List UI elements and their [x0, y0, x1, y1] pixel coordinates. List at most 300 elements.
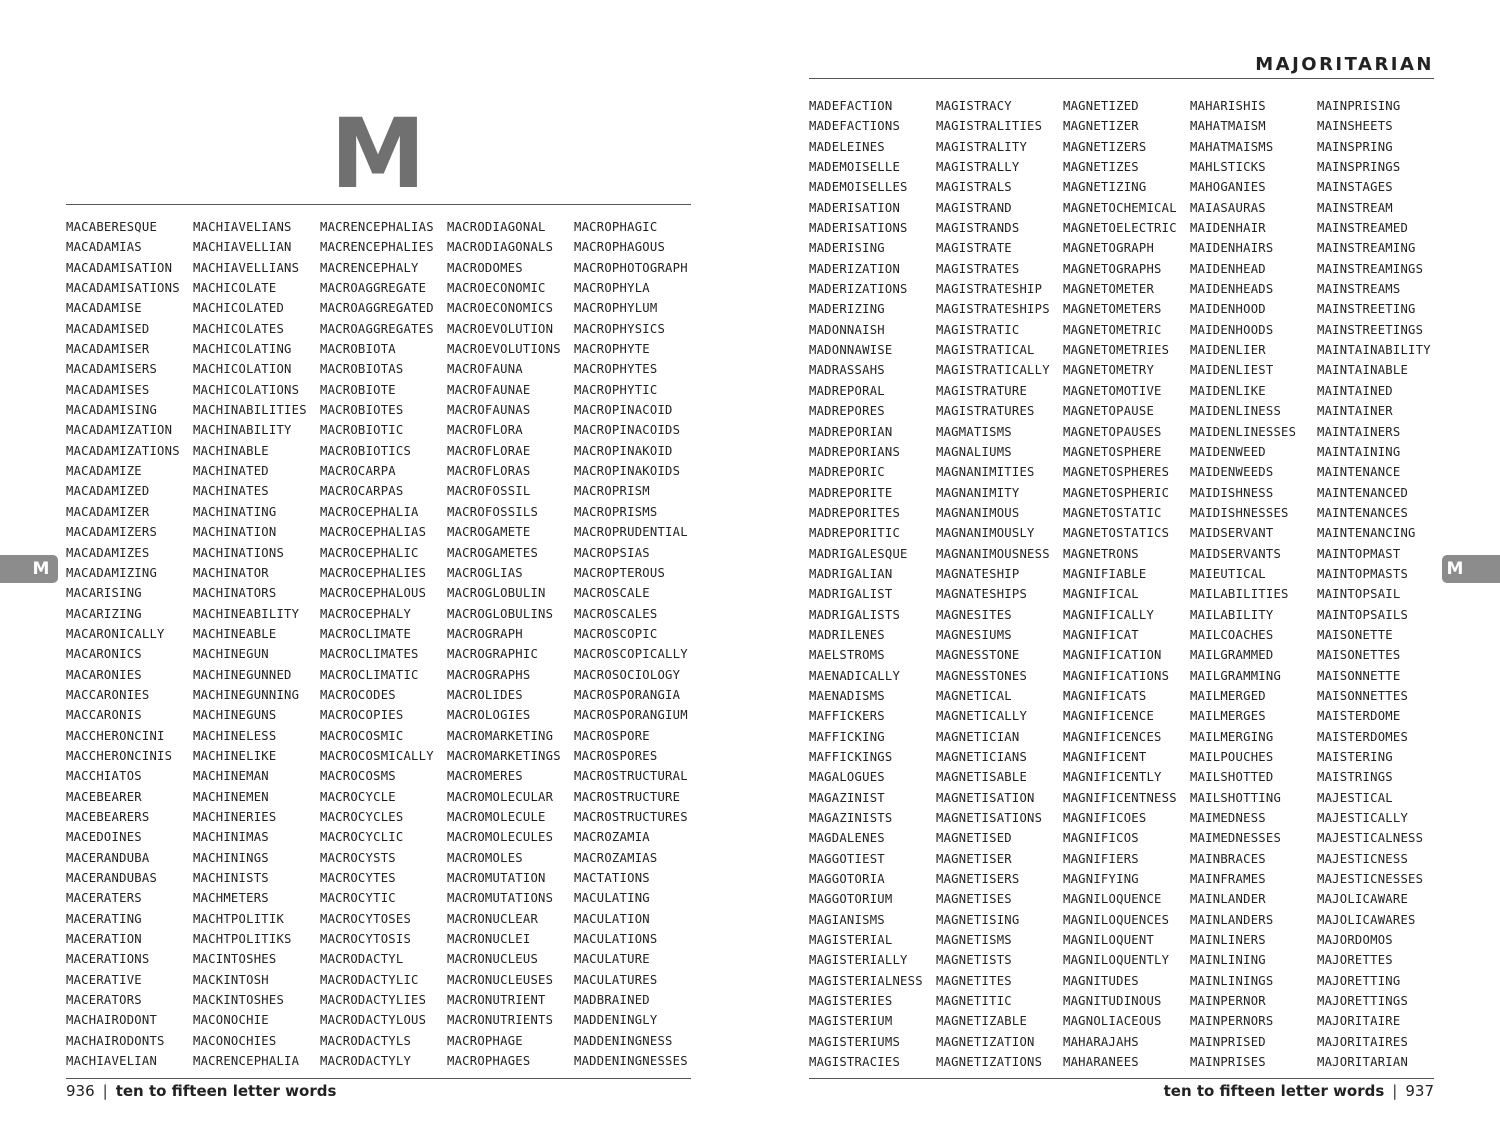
word-entry: MACROCLIMATES: [320, 647, 419, 662]
word-entry: MACROPINAKOIDS: [574, 464, 681, 479]
word-entry: MAGAZINISTS: [809, 811, 893, 826]
word-entry: MAINSTREAMINGS: [1317, 261, 1424, 276]
word-entry: MACROSPORANGIA: [574, 687, 681, 702]
word-entry: MAGNIFICOS: [1063, 831, 1139, 846]
word-entry: MAGNETIZES: [1063, 160, 1139, 175]
word-entry: MAGNETOELECTRIC: [1063, 221, 1177, 236]
word-entry: MAGNETOSPHERIC: [1063, 485, 1170, 500]
word-entry: MACHINEMAN: [193, 769, 269, 784]
word-entry: MADREPORITIC: [809, 526, 901, 541]
word-entry: MACADAMIZES: [66, 545, 150, 560]
word-entry: MADREPORIAN: [809, 424, 893, 439]
word-entry: MACROLIDES: [447, 687, 523, 702]
word-entry: MAINTOPSAILS: [1317, 607, 1409, 622]
word-entry: MADREPORIC: [809, 465, 885, 480]
word-entry: MACROLOGIES: [447, 708, 531, 723]
word-entry: MAGGOTORIA: [809, 872, 885, 887]
word-entry: MAGNITUDINOUS: [1063, 994, 1162, 1009]
word-entry: MAHLSTICKS: [1190, 160, 1266, 175]
word-entry: MACABERESQUE: [66, 220, 158, 234]
word-entry: MAGNETISED: [936, 831, 1012, 846]
word-entry: MAGNIFICATS: [1063, 688, 1147, 703]
word-entry: MAGNETICIANS: [936, 750, 1028, 764]
word-entry: MACCARONIES: [66, 687, 150, 702]
word-entry: MACROPHAGE: [447, 1033, 523, 1048]
word-entry: MACROGRAPHS: [447, 667, 531, 682]
word-entry: MACKINTOSH: [193, 972, 269, 987]
word-entry: MAGISTRALITIES: [936, 119, 1043, 134]
word-entry: MACHINATED: [193, 464, 269, 479]
word-entry: MACERATIONS: [66, 952, 150, 967]
word-entry: MACRONUTRIENT: [447, 993, 546, 1008]
word-entry: MACINTOSHES: [193, 952, 277, 967]
word-entry: MAGISTRALLY: [936, 160, 1020, 175]
word-entry: MAGNATESHIPS: [936, 587, 1028, 602]
word-entry: MACROGRAPH: [447, 626, 523, 641]
word-entry: MADERIZING: [809, 302, 885, 317]
word-entry: MAGNETISATION: [936, 790, 1035, 805]
word-entry: MAJORETTINGS: [1317, 994, 1409, 1009]
word-entry: MACROFLORAS: [447, 464, 531, 479]
word-entry: MACADAMIZATIONS: [66, 443, 180, 458]
word-entry: MACROPTEROUS: [574, 565, 666, 580]
word-entry: MACROCOPIES: [320, 708, 404, 723]
word-entry: MAINSHEETS: [1317, 119, 1393, 134]
word-entry: MAGISTERIALLY: [809, 953, 908, 968]
word-entry: MADDENINGLY: [574, 1013, 658, 1028]
word-entry: MACROEVOLUTION: [447, 321, 554, 336]
word-entry: MADEMOISELLE: [809, 160, 901, 175]
word-entry: MACONOCHIES: [193, 1033, 277, 1048]
word-entry: MAGNESSTONE: [936, 648, 1020, 663]
word-entry: MAHARISHIS: [1190, 99, 1266, 113]
word-entry: MAINTENANCES: [1317, 505, 1409, 520]
word-entry: MACHAIRODONT: [66, 1013, 158, 1028]
thumb-tab-letter: M: [32, 559, 50, 579]
word-entry: MAJESTICNESSES: [1317, 872, 1424, 887]
word-entry: MAINBRACES: [1190, 851, 1266, 866]
word-entry: MACHINEGUNNED: [193, 667, 292, 682]
word-entry: MAGNETOMOTIVE: [1063, 383, 1162, 398]
word-entry: MAGNETOGRAPHS: [1063, 261, 1162, 276]
word-entry: MAELSTROMS: [809, 648, 885, 663]
word-entry: MAGISTRATE: [936, 241, 1012, 256]
word-entry: MACROMARKETINGS: [447, 748, 561, 763]
word-entry: MACROPHAGOUS: [574, 240, 666, 255]
word-entry: MAFFICKING: [809, 729, 885, 744]
word-entry: MACEDOINES: [66, 830, 142, 845]
word-entry: MACROPHYTES: [574, 362, 658, 377]
word-entry: MADBRAINED: [574, 993, 650, 1008]
word-entry: MAJESTICALNESS: [1317, 831, 1424, 846]
word-entry: MAGISTRACIES: [809, 1055, 901, 1070]
word-entry: MACERANDUBA: [66, 850, 150, 865]
word-column-2: [193, 217, 320, 1071]
word-entry: MAIDENHEADS: [1190, 282, 1274, 297]
word-entry: MAGISTRATURES: [936, 404, 1035, 419]
word-entry: MADREPORITES: [809, 505, 901, 520]
word-entry: MAGNETOGRAPH: [1063, 241, 1155, 256]
word-entry: MACRODACTYLY: [320, 1054, 412, 1069]
word-entry: MAGNETOPAUSE: [1063, 404, 1155, 419]
word-entry: MAGNETISING: [936, 912, 1020, 927]
word-entry: MAIDENLIER: [1190, 343, 1266, 358]
word-entry: MADERISING: [809, 241, 885, 256]
word-entry: MAGNETISERS: [936, 872, 1020, 887]
word-entry: MACROGAMETES: [447, 545, 539, 560]
word-entry: MAISTERDOMES: [1317, 729, 1409, 744]
word-entry: MACROSCALE: [574, 586, 650, 601]
word-entry: MAGNILOQUENTLY: [1063, 953, 1170, 968]
word-entry: MAGNETIZER: [1063, 119, 1139, 134]
word-columns: [66, 217, 706, 1073]
word-entry: MACROGLOBULINS: [447, 606, 554, 621]
word-entry: MAGNILOQUENT: [1063, 933, 1155, 948]
word-entry: MAGNETICALLY: [936, 709, 1028, 724]
word-entry: MAJORETTES: [1317, 953, 1393, 968]
word-entry: MACRENCEPHALIES: [320, 240, 434, 255]
word-entry: MADDENINGNESS: [574, 1033, 673, 1048]
word-entry: MACROEVOLUTIONS: [447, 342, 561, 357]
word-entry: MACULATING: [574, 891, 650, 906]
word-entry: MACHINATIONS: [193, 545, 285, 560]
word-entry: MAGNETICAL: [936, 688, 1012, 703]
word-entry: MAILMERGING: [1190, 729, 1274, 744]
word-entry: MAGNIFICALLY: [1063, 607, 1155, 622]
word-entry: MAINLANDER: [1190, 892, 1266, 907]
word-entry: MAIDENHOODS: [1190, 322, 1274, 337]
thumb-tab: [0, 555, 58, 583]
word-entry: MAGISTERIES: [809, 994, 893, 1009]
word-entry: MAJESTICNESS: [1317, 851, 1409, 866]
word-entry: MACROCEPHALIAS: [320, 525, 427, 540]
word-entry: MACRONUCLEI: [447, 932, 531, 947]
word-entry: MACROCYTIC: [320, 891, 396, 906]
word-column-4: [1190, 96, 1317, 1073]
word-entry: MACCHERONCINI: [66, 728, 165, 743]
word-entry: MACHINELESS: [193, 728, 277, 743]
word-entry: MACROPHYTE: [574, 342, 650, 357]
word-entry: MAIDENHAIRS: [1190, 241, 1274, 256]
word-entry: MACROMUTATION: [447, 871, 546, 885]
word-entry: MAINFRAMES: [1190, 872, 1266, 887]
word-entry: MAGNIFICENCE: [1063, 709, 1155, 724]
word-entry: MACRONUTRIENTS: [447, 1013, 554, 1028]
word-entry: MAGNILOQUENCES: [1063, 912, 1170, 927]
word-entry: MAINTOPMASTS: [1317, 566, 1409, 581]
word-entry: MADONNAISH: [809, 322, 885, 337]
word-entry: MACADAMIAS: [66, 240, 142, 255]
word-entry: MACHICOLATIONS: [193, 382, 300, 397]
word-entry: MACROSPORE: [574, 728, 650, 743]
word-entry: MACHINATES: [193, 484, 269, 499]
word-entry: MACROECONOMICS: [447, 301, 554, 316]
word-entry: MACRODACTYLIC: [320, 972, 419, 987]
word-entry: MAINLININGS: [1190, 973, 1274, 988]
word-entry: MAIDENWEEDS: [1190, 465, 1274, 480]
word-entry: MACHIAVELIANS: [193, 220, 292, 234]
word-entry: MAINLINERS: [1190, 933, 1266, 948]
word-entry: MAINPRISES: [1190, 1055, 1266, 1070]
word-entry: MAGNETOMETRIC: [1063, 322, 1162, 337]
word-entry: MAIMEDNESS: [1190, 811, 1266, 826]
word-entry: MAGNETIZATION: [936, 1034, 1035, 1049]
word-entry: MAINPRISING: [1317, 99, 1401, 113]
word-entry: MAINTAINER: [1317, 404, 1393, 419]
word-entry: MAINPERNOR: [1190, 994, 1266, 1009]
word-entry: MACHICOLATE: [193, 281, 277, 296]
word-entry: MACROCYTES: [320, 871, 396, 885]
word-entry: MAGNANIMOUSLY: [936, 526, 1035, 541]
word-entry: MAINTOPSAIL: [1317, 587, 1401, 602]
word-entry: MACROPHYSICS: [574, 321, 666, 336]
word-entry: MACADAMISERS: [66, 362, 158, 377]
word-entry: MADERISATION: [809, 200, 901, 215]
word-entry: MAINPERNORS: [1190, 1014, 1274, 1029]
word-entry: MAGISTERIUMS: [809, 1034, 901, 1049]
word-entry: MAGISTERIAL: [809, 933, 893, 948]
word-entry: MAGGOTORIUM: [809, 892, 893, 907]
word-entry: MACROPRUDENTIAL: [574, 525, 688, 540]
word-entry: MAISTERDOME: [1317, 709, 1401, 724]
word-entry: MACROAGGREGATES: [320, 321, 434, 336]
word-entry: MAGISTRATIC: [936, 322, 1020, 337]
word-entry: MACHICOLATED: [193, 301, 285, 316]
word-entry: MAIDENLIEST: [1190, 363, 1274, 378]
word-entry: MAILGRAMMED: [1190, 648, 1274, 663]
word-entry: MAIASAURAS: [1190, 200, 1266, 215]
word-entry: MAGNILOQUENCE: [1063, 892, 1162, 907]
word-entry: MACHINIMAS: [193, 830, 269, 845]
word-entry: MAINTAINABILITY: [1317, 343, 1431, 358]
word-entry: MACADAMISE: [66, 301, 142, 316]
word-entry: MAILABILITY: [1190, 607, 1274, 622]
word-entry: MACULATIONS: [574, 932, 658, 947]
word-entry: MACROGLOBULIN: [447, 586, 546, 601]
word-entry: MAGNANIMITY: [936, 485, 1020, 500]
word-entry: MACROCEPHALIC: [320, 545, 419, 560]
word-entry: MAIDENLIKE: [1190, 383, 1266, 398]
word-entry: MAGIANISMS: [809, 912, 885, 927]
word-entry: MAGNETISES: [936, 892, 1012, 907]
word-entry: MACROCYCLIC: [320, 830, 404, 845]
word-entry: MAILGRAMMING: [1190, 668, 1282, 683]
word-entry: MAGISTRATESHIPS: [936, 302, 1050, 317]
word-entry: MACROCEPHALIA: [320, 504, 419, 519]
word-entry: MADRASSAHS: [809, 363, 885, 378]
word-entry: MAFFICKERS: [809, 709, 885, 724]
word-entry: MAGNETOPAUSES: [1063, 424, 1162, 439]
word-entry: MADONNAWISE: [809, 343, 893, 358]
word-entry: MACRODIAGONALS: [447, 240, 554, 255]
word-entry: MADRIGALESQUE: [809, 546, 908, 561]
word-entry: MACROSTRUCTURAL: [574, 769, 688, 784]
word-entry: MACEBEARER: [66, 789, 142, 804]
word-entry: MACHTPOLITIK: [193, 911, 285, 926]
word-entry: MAHATMAISMS: [1190, 139, 1274, 154]
word-entry: MADDENINGNESSES: [574, 1054, 688, 1069]
word-entry: MACROPHAGIC: [574, 220, 658, 234]
word-entry: MACROSPORANGIUM: [574, 708, 688, 723]
word-entry: MAINTAINED: [1317, 383, 1393, 398]
footer-separator: |: [102, 1082, 108, 1100]
word-entry: MACROCYCLE: [320, 789, 396, 804]
word-entry: MACROSCOPIC: [574, 626, 658, 641]
section-title: ten to fifteen letter words: [115, 1082, 337, 1100]
word-entry: MAISONETTE: [1317, 627, 1393, 642]
word-entry: MAGNANIMITIES: [936, 465, 1035, 480]
word-entry: MACADAMISATIONS: [66, 281, 180, 296]
word-entry: MAENADISMS: [809, 688, 885, 703]
word-entry: MACROPINACOID: [574, 403, 673, 418]
word-entry: MAGNIFIERS: [1063, 851, 1139, 866]
word-entry: MAHARAJAHS: [1063, 1034, 1139, 1049]
word-entry: MAGISTERIALNESS: [809, 973, 923, 988]
word-entry: MACROCYTOSES: [320, 911, 412, 926]
word-entry: MAJORITAIRE: [1317, 1014, 1401, 1029]
word-entry: MAGNIFICATION: [1063, 648, 1162, 663]
thumb-tab: [1442, 555, 1500, 583]
word-entry: MAGNESITES: [936, 607, 1012, 622]
word-entry: MADELEINES: [809, 139, 885, 154]
word-entry: MACHIAVELLIANS: [193, 260, 300, 275]
word-entry: MACCARONIS: [66, 708, 142, 723]
word-entry: MAILSHOTTED: [1190, 770, 1274, 785]
word-entry: MAGNETICIAN: [936, 729, 1020, 744]
word-entry: MAINTENANCED: [1317, 485, 1409, 500]
word-entry: MACROFLORAE: [447, 443, 531, 458]
word-entry: MACROSTRUCTURE: [574, 789, 681, 804]
word-entry: MADRILENES: [809, 627, 885, 642]
word-entry: MACROBIOTA: [320, 342, 396, 357]
word-entry: MAILSHOTTING: [1190, 790, 1282, 805]
word-entry: MAJESTICALLY: [1317, 811, 1409, 826]
word-entry: MAGGOTIEST: [809, 851, 885, 866]
word-entry: MAILMERGED: [1190, 688, 1266, 703]
word-entry: MACARONICS: [66, 647, 142, 662]
word-entry: MACROCARPAS: [320, 484, 404, 499]
word-entry: MACHINATOR: [193, 565, 269, 580]
word-entry: MACROFAUNAS: [447, 403, 531, 418]
word-entry: MAINTOPMAST: [1317, 546, 1401, 561]
word-entry: MACHICOLATION: [193, 362, 292, 377]
word-entry: MACROCOSMS: [320, 769, 396, 784]
word-entry: MAJORETTING: [1317, 973, 1401, 988]
bottom-rule: [809, 1078, 1434, 1079]
word-entry: MACROPHYLA: [574, 281, 650, 296]
word-column-3: [1063, 96, 1190, 1073]
word-entry: MAGNIFICOES: [1063, 811, 1147, 826]
word-entry: MAIDSERVANT: [1190, 526, 1274, 541]
word-column-4: [447, 217, 574, 1071]
word-entry: MAISONNETTES: [1317, 688, 1409, 703]
word-entry: MAGNIFICATIONS: [1063, 668, 1170, 683]
word-entry: MAJESTICAL: [1317, 790, 1393, 805]
word-entry: MACROMERES: [447, 769, 523, 784]
word-entry: MACROMUTATIONS: [447, 891, 554, 906]
word-entry: MACROPINAKOID: [574, 443, 673, 458]
word-entry: MACROCEPHALIES: [320, 565, 427, 580]
word-entry: MAIDSERVANTS: [1190, 546, 1282, 561]
word-entry: MAINSTREAMS: [1317, 282, 1401, 297]
word-entry: MACROMOLECULAR: [447, 789, 554, 804]
word-entry: MAGNIFICAT: [1063, 627, 1139, 642]
word-entry: MACULATURE: [574, 952, 650, 967]
word-entry: MAGNETISER: [936, 851, 1012, 866]
word-entry: MACROCYCLES: [320, 809, 404, 824]
word-entry: MACADAMIZERS: [66, 525, 158, 540]
word-entry: MACRENCEPHALIA: [193, 1054, 300, 1069]
word-entry: MAJORITARIAN: [1317, 1055, 1409, 1070]
word-entry: MAGISTRALS: [936, 180, 1012, 195]
word-entry: MAGNETOMETERS: [1063, 302, 1162, 317]
word-entry: MACROSCALES: [574, 606, 658, 621]
word-entry: MACADAMISATION: [66, 260, 173, 275]
word-entry: MACHINEABLE: [193, 626, 277, 641]
word-entry: MACKINTOSHES: [193, 993, 285, 1008]
word-entry: MAJOLICAWARE: [1317, 892, 1409, 907]
word-column-3: [320, 217, 447, 1071]
word-entry: MAGISTRACY: [936, 99, 1012, 113]
word-entry: MAIEUTICAL: [1190, 566, 1266, 581]
word-entry: MACROAGGREGATED: [320, 301, 434, 316]
word-entry: MAISONNETTE: [1317, 668, 1401, 683]
word-column-1: [809, 96, 936, 1073]
word-entry: MAGNIFICENCES: [1063, 729, 1162, 744]
word-entry: MAGNETOSPHERE: [1063, 444, 1162, 459]
word-entry: MAFFICKINGS: [809, 750, 893, 764]
word-entry: MACRODOMES: [447, 260, 523, 275]
word-entry: MACROZAMIAS: [574, 850, 658, 865]
word-entry: MAINTENANCE: [1317, 465, 1401, 480]
word-entry: MACHINABLE: [193, 443, 269, 458]
word-entry: MAGNATESHIP: [936, 566, 1020, 581]
word-entry: MAIDENHEAD: [1190, 261, 1266, 276]
word-entry: MAGNETIZABLE: [936, 1014, 1028, 1029]
word-entry: MACROFAUNAE: [447, 382, 531, 397]
word-entry: MAIMEDNESSES: [1190, 831, 1282, 846]
word-entry: MAGNETIZED: [1063, 99, 1139, 113]
word-entry: MAGNIFYING: [1063, 872, 1139, 887]
word-entry: MAGNIFICAL: [1063, 587, 1139, 602]
word-entry: MACRONUCLEUSES: [447, 972, 554, 987]
word-columns: [809, 96, 1449, 1071]
page-footer: [66, 1081, 336, 1101]
word-entry: MACROCYSTS: [320, 850, 396, 865]
word-entry: MADREPORES: [809, 404, 885, 419]
word-entry: MACROZAMIA: [574, 830, 650, 845]
word-entry: MACROSTRUCTURES: [574, 809, 688, 824]
page-number: 937: [1405, 1082, 1434, 1100]
word-entry: MACRONUCLEUS: [447, 952, 539, 967]
word-entry: MACRENCEPHALY: [320, 260, 419, 275]
word-entry: MAGNESIUMS: [936, 627, 1012, 642]
word-entry: MAGNETITIC: [936, 994, 1012, 1009]
word-entry: MAGNETOSTATICS: [1063, 526, 1170, 541]
word-entry: MAILABILITIES: [1190, 587, 1289, 602]
word-entry: MACROCOSMICALLY: [320, 748, 434, 763]
word-entry: MACERANDUBAS: [66, 871, 158, 885]
word-entry: MACARONICALLY: [66, 626, 165, 641]
word-entry: MACADAMISER: [66, 342, 150, 357]
word-entry: MAILMERGES: [1190, 709, 1266, 724]
word-entry: MACADAMIZER: [66, 504, 150, 519]
word-column-1: [66, 217, 193, 1071]
word-entry: MADEMOISELLES: [809, 180, 908, 195]
word-entry: MACRENCEPHALIAS: [320, 220, 434, 234]
section-letter-heading: M: [330, 98, 426, 210]
word-entry: MACROMOLES: [447, 850, 523, 865]
